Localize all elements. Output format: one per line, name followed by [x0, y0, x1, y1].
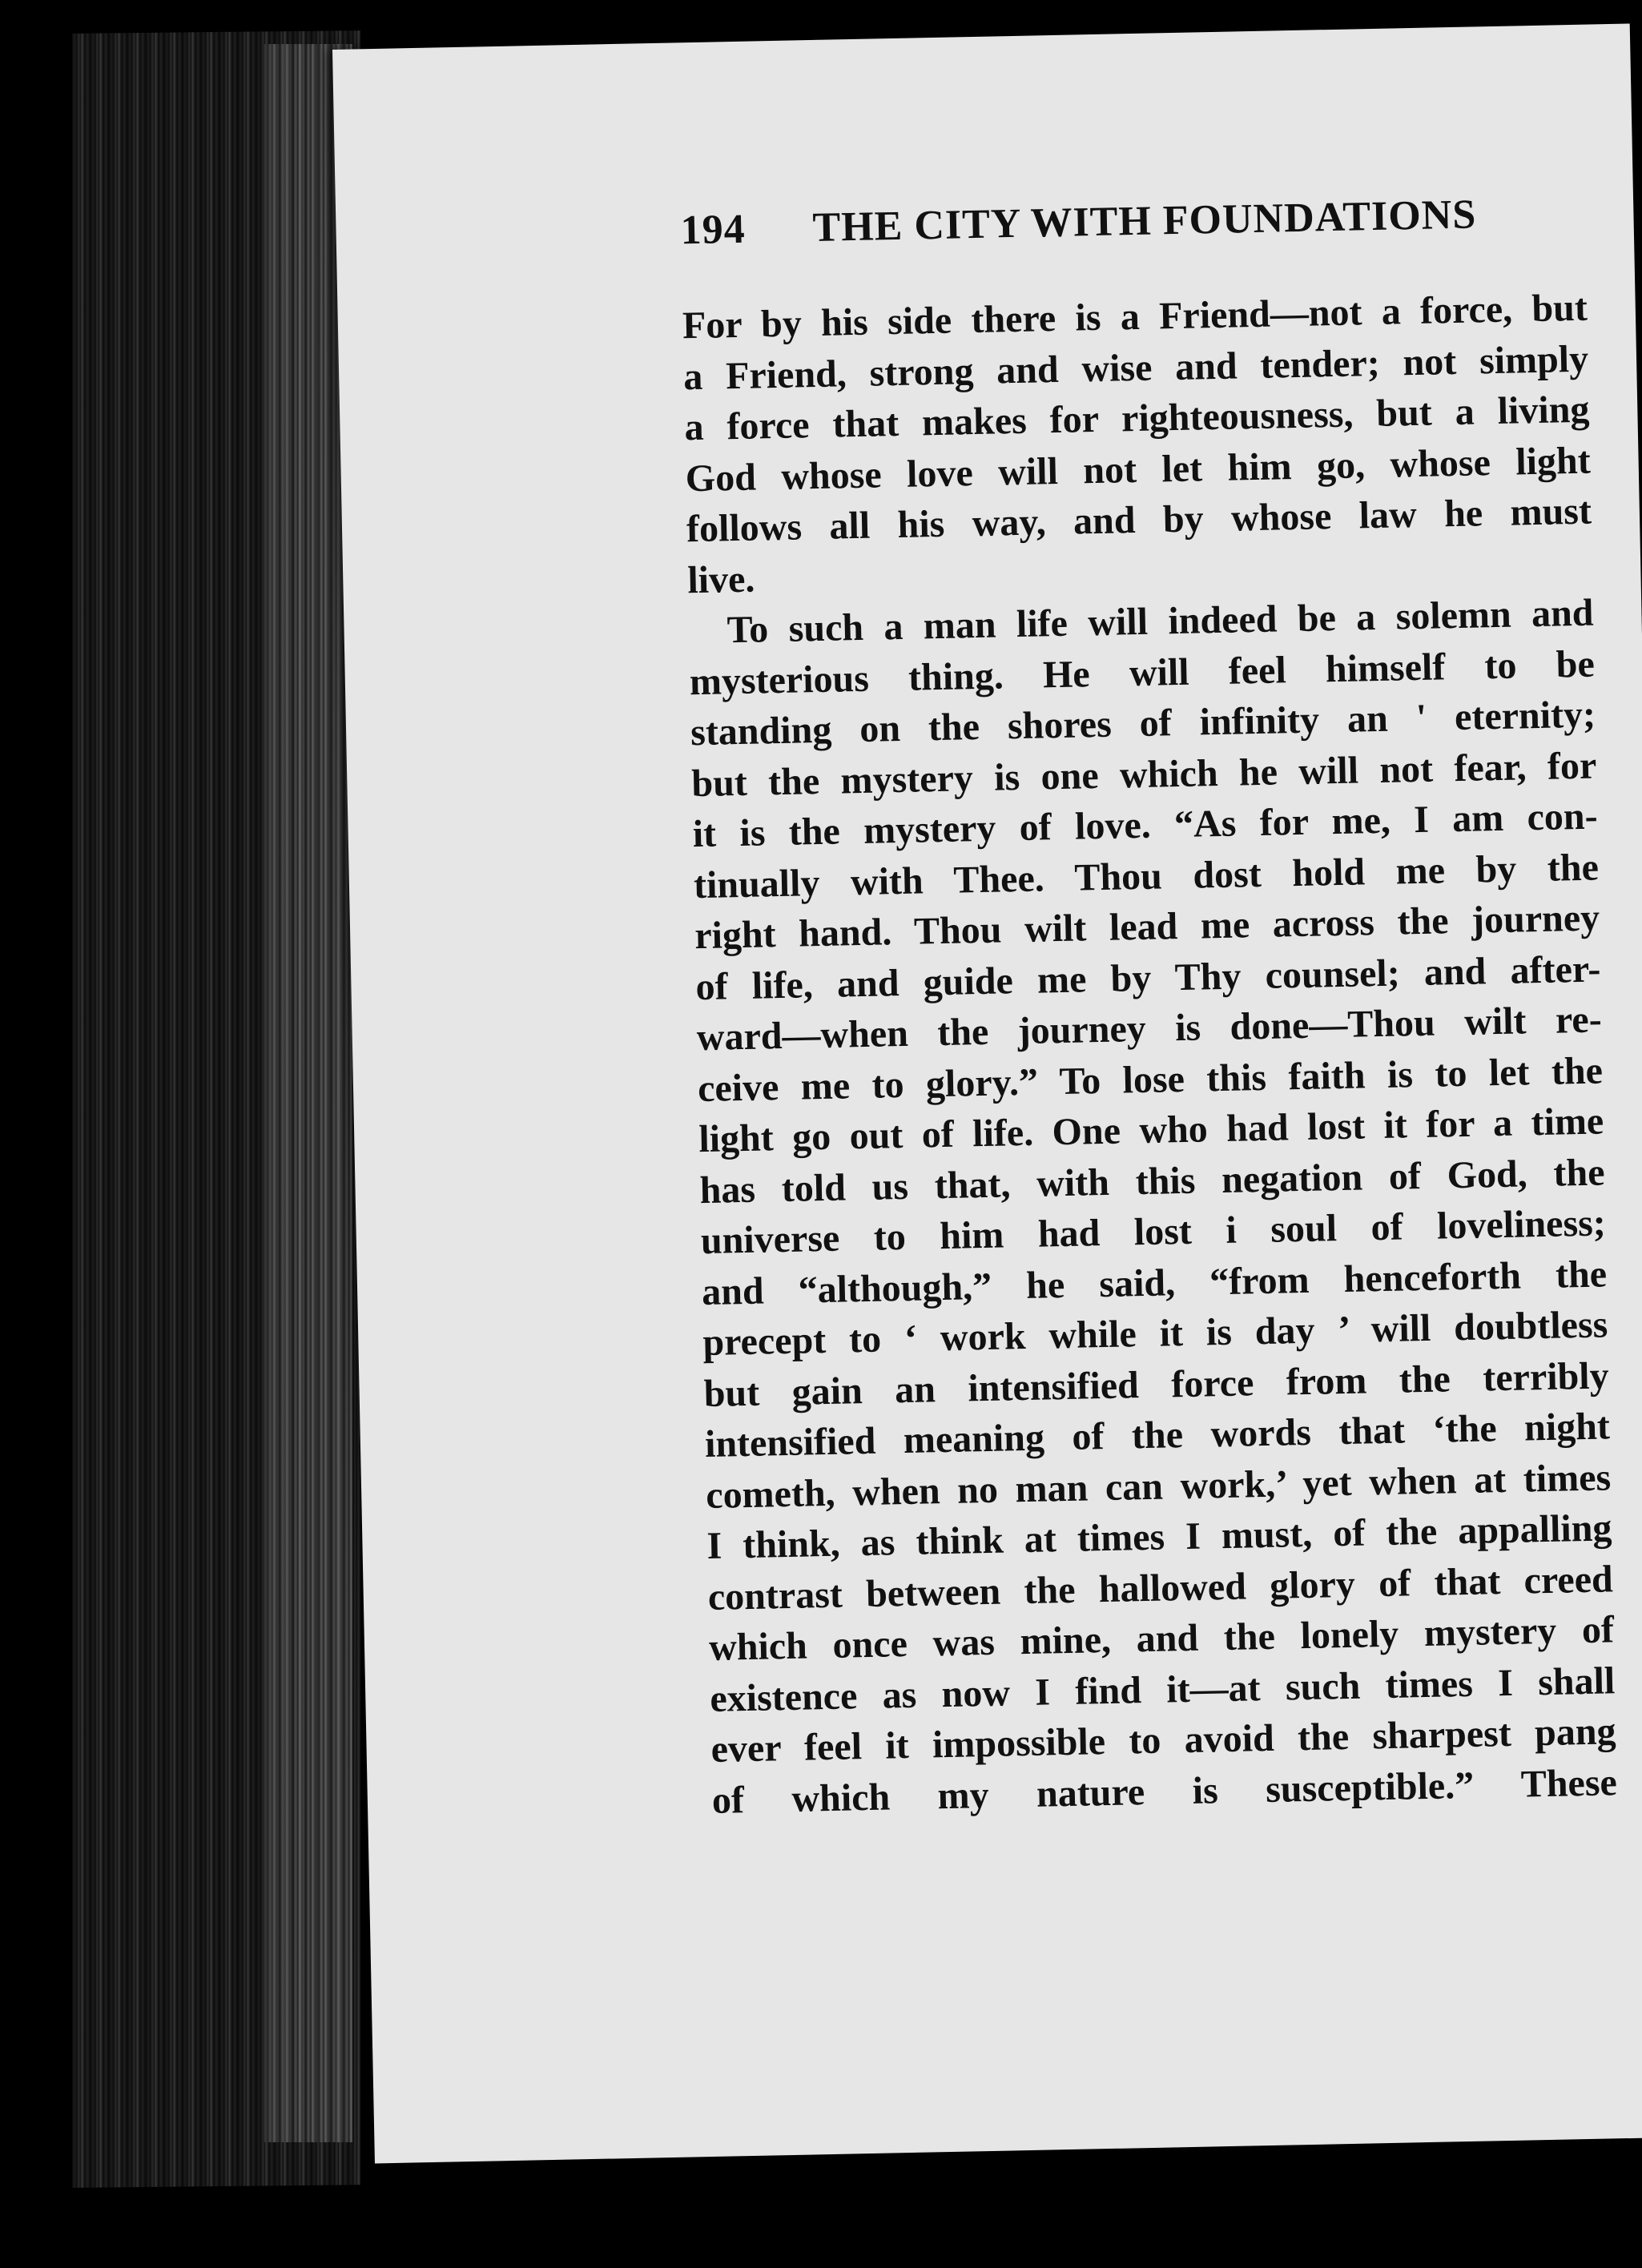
text-line: For by his side there is a Friend—not a force, but: [682, 286, 1588, 348]
text-line: it is the mystery of love. “As for me, I am con-: [692, 794, 1599, 856]
text-line: a Friend, strong and wise and tender; not simply: [682, 337, 1589, 398]
text-line: but the mystery is one which he will not fear, for: [690, 744, 1597, 805]
page-header: [680, 187, 1642, 254]
text-line: a force that makes for righteousness, but a living: [684, 388, 1590, 449]
text-line: follows all his way, and by whose law he must: [686, 489, 1592, 551]
running-title: THE CITY WITH FOUNDATIONS: [812, 191, 1477, 251]
text-line: of life, and guide me by Thy counsel; and after-: [695, 947, 1601, 1008]
text-line: ceive me to glory.” To lose this faith is to let the: [697, 1048, 1604, 1110]
text-line: right hand. Thou wilt lead me across the journey: [694, 896, 1600, 958]
text-line: I think, as think at times I must, of the appalling: [706, 1506, 1612, 1567]
text-line: intensified meaning of the words that ‘the night: [704, 1405, 1611, 1466]
text-line: standing on the shores of infinity an ' eternity;: [690, 693, 1596, 754]
text-line: but gain an intensified force from the terribly: [703, 1353, 1610, 1415]
text-line: cometh, when no man can work,’ yet when at times: [705, 1455, 1612, 1517]
text-line: mysterious thing. He will feel himself to be: [689, 642, 1596, 703]
text-line: ward—when the journey is done—Thou wilt re-: [696, 998, 1603, 1060]
text-line: live.: [686, 557, 755, 601]
text-line: tinually with Thee. Thou dost hold me by the: [693, 845, 1600, 907]
text-line: universe to him had lost i soul of loveliness;: [700, 1201, 1607, 1263]
text-line: light go out of life. One who had lost it for a time: [698, 1100, 1604, 1161]
text-line: precept to ‘ work while it is day ’ will doubtless: [702, 1303, 1608, 1365]
text-line: has told us that, with this negation of God, the: [699, 1150, 1605, 1212]
text-line: of which my nature is susceptible.” These: [711, 1760, 1618, 1822]
body-text: [682, 283, 1617, 1826]
text-line: God whose love will not let him go, whose light: [685, 439, 1592, 500]
text-line: existence as now I find it—at such times I shall: [709, 1659, 1616, 1720]
text-line: and “although,” he said, “from henceforth the: [701, 1252, 1608, 1313]
book-page: [332, 23, 1642, 2163]
text-line: ever feel it impossible to avoid the sharpest pang: [710, 1710, 1616, 1771]
text-line: which once was mine, and the lonely mystery of: [708, 1608, 1615, 1669]
page-number: 194: [680, 206, 747, 254]
text-line: contrast between the hallowed glory of that creed: [707, 1557, 1614, 1619]
text-line: To such a man life will indeed be a solemn and: [726, 591, 1594, 652]
